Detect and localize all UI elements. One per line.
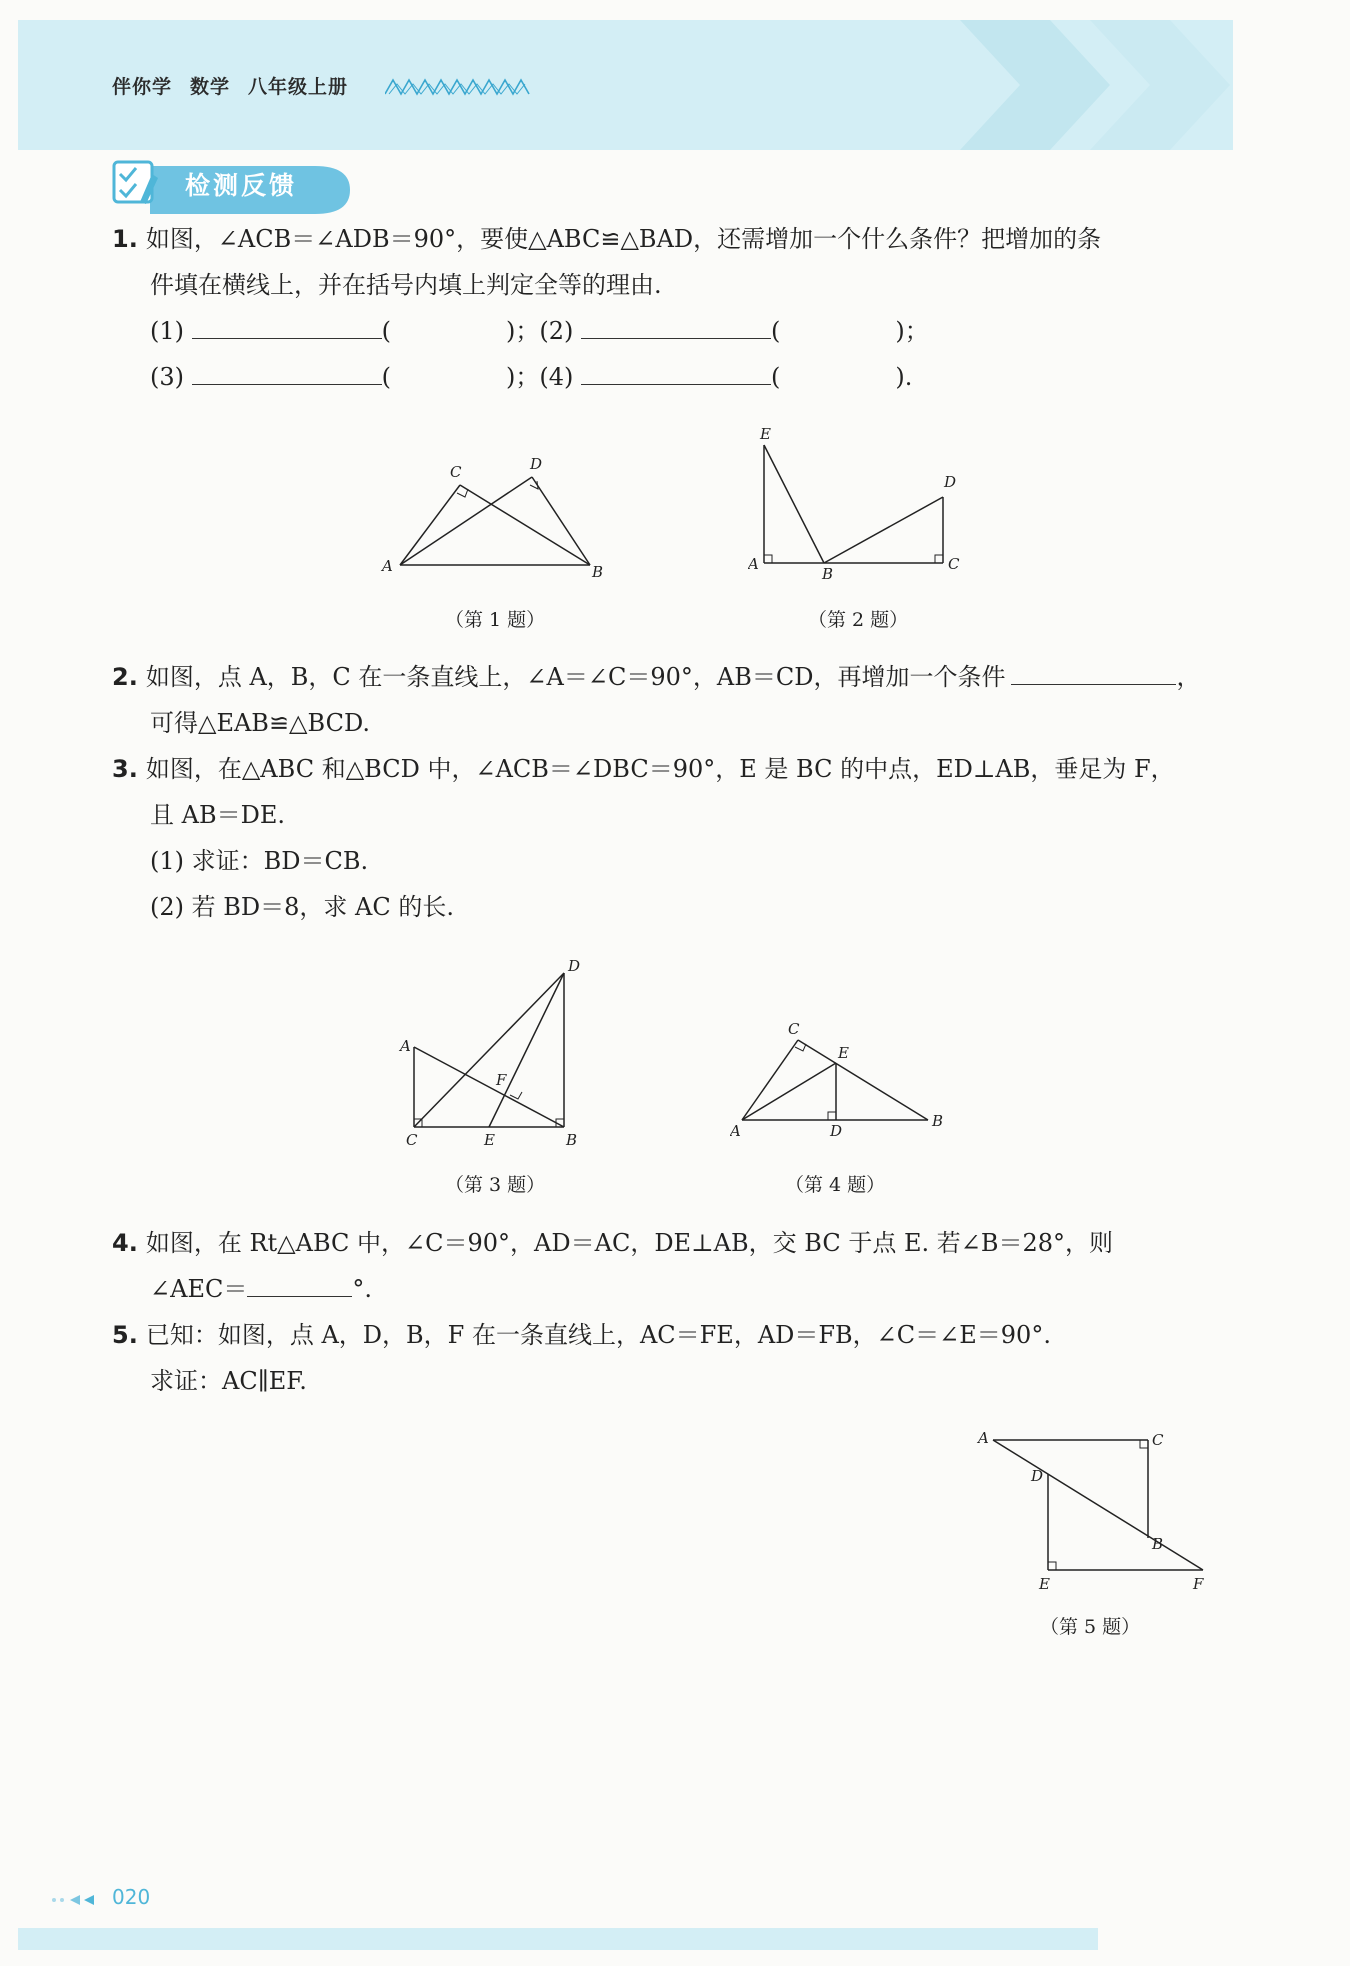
subject-label: 数学 [190, 76, 231, 98]
point-label: D [1031, 1467, 1044, 1485]
blank-label: (3) [150, 363, 184, 391]
question-4 [112, 1220, 1252, 1266]
question-number: 5. [112, 1321, 138, 1349]
figure-4-caption: （第 4 题） [785, 1174, 886, 1196]
point-label: F [1193, 1575, 1204, 1593]
point-label: C [1152, 1431, 1164, 1449]
question-1-line2: 件填在横线上，并在括号内填上判定全等的理由. [150, 271, 662, 299]
question-number: 1. [112, 225, 138, 253]
running-header [112, 72, 366, 99]
question-number: 3. [112, 755, 138, 783]
point-label: D [530, 455, 543, 473]
point-label: F [496, 1071, 507, 1089]
point-label: E [1039, 1575, 1050, 1593]
page-arrow-decoration [50, 1892, 110, 1908]
question-punctuation: ， [1176, 663, 1201, 691]
question-1-blank-row-2: (3) ( )；(4) ( ). [150, 363, 913, 391]
point-label: C [450, 463, 462, 481]
point-label: D [568, 957, 581, 975]
figure-5 [975, 1425, 1220, 1600]
point-label: A [400, 1037, 411, 1055]
answer-blank[interactable] [192, 362, 382, 385]
question-5-line2: 求证：AC∥EF. [150, 1367, 307, 1395]
point-label: A [730, 1122, 741, 1140]
point-label: B [822, 565, 834, 583]
blank-separator: ； [515, 317, 540, 345]
question-number: 2. [112, 663, 138, 691]
figure-4 [730, 1020, 950, 1145]
figure-3 [392, 955, 597, 1155]
point-label: A [382, 557, 393, 575]
point-label: C [406, 1131, 418, 1149]
figure-1 [380, 455, 610, 585]
point-label: B [592, 563, 604, 581]
point-label: D [944, 473, 957, 491]
blank-separator: ； [515, 363, 540, 391]
question-2-line2: 可得△EAB≌△BCD. [150, 709, 370, 737]
blank-separator: . [904, 363, 913, 391]
point-label: E [484, 1131, 495, 1149]
question-text: 如图，∠ACB＝∠ADB＝90°，要使△ABC≌△BAD，还需增加一个什么条件？把增加的条 [145, 225, 1102, 253]
question-text: 已知：如图，点 A，D，B，F 在一条直线上，AC＝FE，AD＝FB，∠C＝∠E＝90°. [145, 1321, 1051, 1349]
figure-1-caption: （第 1 题） [445, 609, 546, 631]
book-title: 伴你学 [112, 76, 173, 98]
point-label: A [978, 1429, 989, 1447]
figure-2 [748, 425, 978, 585]
answer-blank[interactable] [1011, 662, 1176, 685]
point-label: E [838, 1044, 849, 1062]
question-2 [112, 654, 1252, 700]
question-3-sub2: (2) 若 BD＝8，求 AC 的长. [150, 893, 454, 921]
blank-separator: ； [904, 317, 929, 345]
answer-blank[interactable] [192, 316, 382, 339]
point-label: D [830, 1122, 843, 1140]
question-text: 如图，在 Rt△ABC 中，∠C＝90°，AD＝AC，DE⊥AB，交 BC 于点 E. 若∠B＝28°，则 [145, 1229, 1114, 1257]
footer-band [18, 1928, 1098, 1950]
point-label: E [760, 425, 771, 443]
section-title: 检测反馈 [185, 171, 298, 200]
figure-2-caption: （第 2 题） [808, 609, 909, 631]
question-punctuation: °. [352, 1275, 372, 1303]
question-1 [112, 216, 1252, 262]
point-label: B [1152, 1535, 1164, 1553]
blank-label: (2) [539, 317, 574, 345]
page-number: 020 [112, 1885, 151, 1909]
point-label: C [948, 555, 960, 573]
grade-label: 八年级上册 [248, 76, 349, 98]
answer-blank[interactable] [581, 362, 771, 385]
question-1-blank-row-1: (1) ( )；(2) ( )； [150, 317, 929, 345]
question-number: 4. [112, 1229, 138, 1257]
blank-label: (4) [539, 363, 574, 391]
question-4-line2 [150, 1266, 372, 1312]
question-3 [112, 746, 1252, 792]
question-text: ∠AEC＝ [150, 1275, 248, 1303]
header-chevron-decoration [940, 20, 1240, 150]
question-text: 如图，点 A，B，C 在一条直线上，∠A＝∠C＝90°，AB＝CD，再增加一个条件 [145, 663, 1006, 691]
figure-5-caption: （第 5 题） [1040, 1616, 1141, 1638]
blank-label: (1) [150, 317, 184, 345]
point-label: B [566, 1131, 578, 1149]
question-5 [112, 1312, 1252, 1358]
zigzag-decoration [385, 78, 530, 96]
question-text: 如图，在△ABC 和△BCD 中，∠ACB＝∠DBC＝90°，E 是 BC 的中点，ED⊥AB，垂足为 F， [145, 755, 1175, 783]
point-label: B [932, 1112, 944, 1130]
point-label: A [748, 555, 759, 573]
point-label: C [788, 1020, 800, 1038]
figure-3-caption: （第 3 题） [445, 1174, 546, 1196]
question-3-line2: 且 AB＝DE. [150, 801, 285, 829]
answer-blank[interactable] [581, 316, 771, 339]
question-3-sub1: (1) 求证：BD＝CB. [150, 847, 369, 875]
answer-blank[interactable] [247, 1274, 352, 1297]
